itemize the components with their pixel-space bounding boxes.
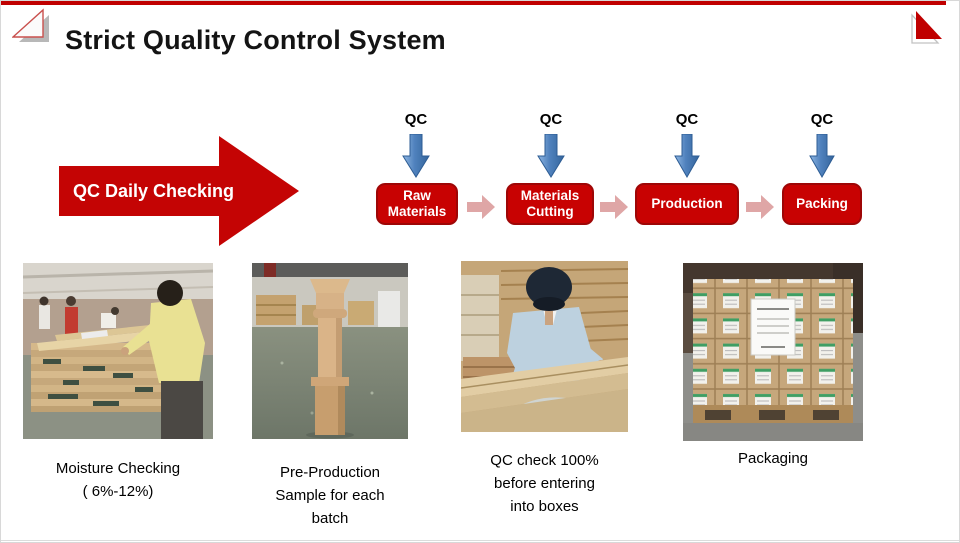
photo-moisture-checking xyxy=(23,263,213,439)
stage-box-materials-cutting xyxy=(506,183,594,225)
caption-packaging xyxy=(673,447,873,470)
stage-box-label-line: Materials xyxy=(387,204,447,219)
caption-line: Packaging xyxy=(737,450,809,467)
caption-line: into boxes xyxy=(510,498,579,515)
qc-down-arrow-icon xyxy=(537,134,565,178)
caption-qc-check xyxy=(451,449,638,518)
stage-box-label-line: Cutting xyxy=(526,204,574,219)
flow-connector-arrow-icon xyxy=(746,195,774,219)
caption-line: before entering xyxy=(494,475,595,492)
photo-qc-check xyxy=(461,261,628,432)
photo-qc-check-image xyxy=(461,261,628,432)
stage-box-label-line: Production xyxy=(651,195,723,211)
corner-triangle-logo-right-icon xyxy=(907,9,947,45)
photo-packaging-image xyxy=(683,263,863,441)
caption-line: Moisture Checking xyxy=(55,460,181,477)
qc-down-arrow-icon xyxy=(402,134,430,178)
qc-label-packing: QC xyxy=(810,111,834,128)
qc-label-materials-cutting: QC xyxy=(539,111,563,128)
qc-label-raw-materials: QC xyxy=(404,111,428,128)
photo-pre-production-sample xyxy=(252,263,408,439)
caption-moisture-checking xyxy=(13,457,223,503)
caption-pre-production-sample xyxy=(244,461,416,530)
qc-down-arrow-icon xyxy=(673,134,701,178)
caption-line: QC check 100% xyxy=(490,452,599,469)
qc-daily-checking-arrow xyxy=(59,136,299,246)
caption-line: batch xyxy=(311,510,349,527)
stage-box-packing xyxy=(782,183,862,225)
flow-connector-arrow-icon xyxy=(467,195,495,219)
photo-moisture-checking-image xyxy=(23,263,213,439)
caption-line: ( 6%-12%) xyxy=(82,483,154,500)
corner-triangle-logo-left-icon xyxy=(12,7,50,43)
top-accent-bar xyxy=(1,1,946,5)
photo-packaging xyxy=(683,263,863,441)
bottom-edge-line xyxy=(1,540,959,541)
stage-box-label-line: Packing xyxy=(796,195,848,211)
stage-box-label-line: Materials xyxy=(520,187,580,203)
qc-daily-checking-label: QC Daily Checking xyxy=(73,181,235,201)
stage-box-production xyxy=(635,183,739,225)
caption-line: Sample for each xyxy=(275,487,385,504)
qc-down-arrow-icon xyxy=(808,134,836,178)
stage-box-raw-materials xyxy=(376,183,458,225)
qc-label-production: QC xyxy=(675,111,699,128)
flow-connector-arrow-icon xyxy=(600,195,628,219)
page-title: Strict Quality Control System xyxy=(65,25,446,55)
stage-box-label-line: Raw xyxy=(403,187,431,203)
photo-pre-production-sample-image xyxy=(252,263,408,439)
caption-line: Pre-Production xyxy=(279,464,381,481)
